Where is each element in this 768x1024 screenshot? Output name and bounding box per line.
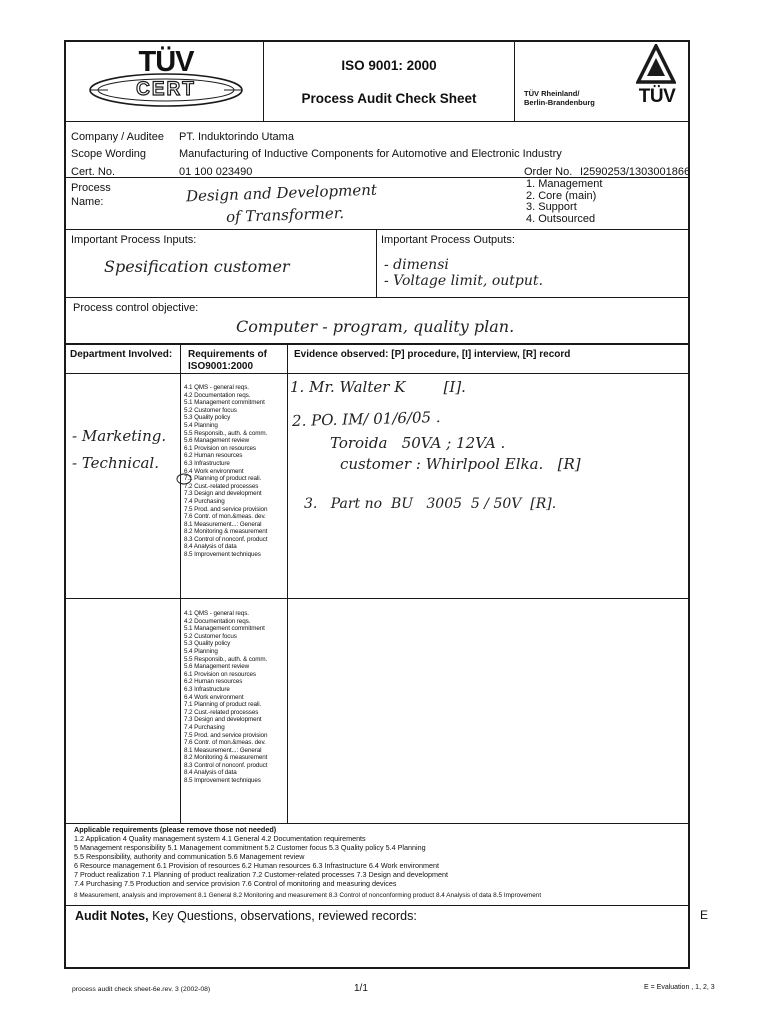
footer-doc-ref: process audit check sheet-6e.rev. 3 (2002-08) [72, 986, 211, 993]
audit-notes-title [75, 909, 417, 923]
logo-cert-text: CERT [136, 79, 196, 100]
triangle-icon [636, 44, 676, 86]
requirement-item: 7.2 Cust.-related processes [184, 708, 259, 716]
requirement-item: 7.3 Design and development [184, 490, 262, 498]
logo-tuv-text: TÜV [138, 46, 194, 78]
inputs-label: Important Process Inputs: [71, 234, 197, 246]
applicable-line: 5 Management responsibility 5.1 Management commitment 5.2 Customer focus 5.3 Quality policy 5.4 Planning [74, 843, 426, 852]
requirement-item: 8.5 Improvement techniques [184, 551, 261, 559]
applicable-line: 1.2 Application 4 Quality management system 4.1 General 4.2 Documentation requirements [74, 834, 366, 843]
requirement-item: 8.3 Control of nonconf. product [184, 535, 268, 543]
requirement-item: 5.5 Responsib., auth. & comm. [184, 429, 268, 437]
requirement-item: 7.4 Purchasing [184, 723, 225, 731]
requirement-item: 4.2 Documentation reqs. [184, 617, 251, 625]
inputs-handwritten: Spesification customer [104, 257, 290, 276]
evidence-handwritten-4: customer : Whirlpool Elka. [R] [340, 455, 581, 473]
requirement-item: 8.3 Control of nonconf. product [184, 761, 268, 769]
footer-page-number: 1/1 [354, 983, 368, 994]
scope-label: Scope Wording [71, 148, 147, 160]
process-type-item: 3. Support [526, 201, 577, 213]
requirement-item: 5.1 Management commitment [184, 399, 265, 407]
process-type-item: 1. Management [526, 178, 603, 190]
applicable-line: 6 Resource management 6.1 Provision of resources 6.2 Human resources 6.3 Infrastructure 6.4 Work environment [74, 861, 440, 870]
process-label-2: Name: [71, 196, 104, 208]
requirements-list [184, 610, 267, 785]
requirement-item: 6.1 Provision on resources [184, 670, 256, 678]
requirement-item: 7.3 Design and development [184, 716, 262, 724]
requirement-item: 7.6 Contr. of mon.&meas. dev. [184, 513, 266, 521]
scope-value: Manufacturing of Inductive Components for Automotive and Electronic Industry [179, 148, 562, 160]
evidence-handwritten-3: Toroida 50VA ; 12VA . [330, 434, 506, 452]
process-type-list [526, 179, 602, 225]
footer-evaluation-legend: E = Evaluation , 1, 2, 3 [644, 984, 715, 991]
applicable-line: 7.4 Purchasing 7.5 Production and service provision 7.6 Control of monitoring and measuring devices [74, 879, 397, 888]
requirement-item: 5.3 Quality policy [184, 640, 231, 648]
order-label: Order No. [524, 166, 573, 178]
order-value: I2590253/1303001866 [580, 166, 691, 178]
audit-notes-rest: Key Questions, observations, reviewed records: [152, 909, 417, 923]
control-objective-handwritten: Computer - program, quality plan. [236, 317, 515, 336]
standard-title: ISO 9001: 2000 [341, 58, 437, 73]
requirement-item: 4.1 QMS - general reqs. [184, 610, 249, 617]
requirement-item: 8.2 Monitoring & measurement [184, 528, 268, 536]
requirement-item: 5.1 Management commitment [184, 625, 265, 633]
requirements-header-2: ISO9001:2000 [188, 361, 254, 372]
org-line-2: Berlin-Brandenburg [524, 98, 595, 107]
requirement-item: 5.6 Management review [184, 663, 250, 671]
evidence-header: Evidence observed: [P] procedure, [I] interview, [R] record [294, 349, 571, 360]
process-name-handwritten-2: of Transformer. [225, 203, 345, 227]
requirement-item: 8.5 Improvement techniques [184, 777, 261, 785]
org-line-1: TÜV Rheinland/ [524, 89, 580, 98]
company-label: Company / Auditee [71, 131, 164, 143]
requirement-item: 6.2 Human resources [184, 452, 243, 460]
requirement-item: 8.1 Measurement...: General [184, 746, 262, 754]
requirement-item: 5.3 Quality policy [184, 414, 231, 422]
requirement-item: 5.4 Planning [184, 647, 218, 655]
requirement-item: 7.5 Prod. and service provision [184, 505, 268, 513]
requirement-item: 8.1 Measurement...: General [184, 520, 262, 528]
requirement-item: 6.3 Infrastructure [184, 685, 230, 693]
applicable-line: 7 Product realization 7.1 Planning of product realization 7.2 Customer-related processes 7.3 Design and development [74, 870, 448, 879]
process-type-item: 2. Core (main) [526, 189, 597, 202]
requirement-item: 7.6 Contr. of mon.&meas. dev. [184, 739, 266, 747]
requirements-header-1: Requirements of [188, 349, 267, 360]
evidence-handwritten-2: 2. PO. IM/ 01/6/05 . [291, 408, 441, 430]
cert-value: 01 100 023490 [179, 166, 253, 178]
requirement-item: 6.3 Infrastructure [184, 459, 230, 467]
outputs-label: Important Process Outputs: [381, 234, 515, 246]
requirement-item: 6.4 Work environment [184, 693, 244, 701]
control-objective-label: Process control objective: [73, 302, 199, 314]
requirement-item: 8.4 Analysis of data [184, 543, 237, 551]
requirement-item: 5.2 Customer focus [184, 406, 237, 414]
requirement-item: 6.1 Provision on resources [184, 444, 256, 452]
requirement-item: 8.2 Monitoring & measurement [184, 754, 268, 762]
outputs-handwritten-2: - Voltage limit, output. [384, 273, 543, 289]
outputs-handwritten-1: - dimensi [384, 257, 449, 273]
tuv-mark: TÜV [638, 86, 676, 107]
requirement-item: 4.1 QMS - general reqs. [184, 384, 249, 391]
evaluation-column-label: E [700, 908, 709, 922]
department-header: Department Involved: [70, 349, 173, 360]
requirement-item: 7.1 Planning of product reali. [184, 475, 262, 483]
requirement-item: 7.5 Prod. and service provision [184, 731, 268, 739]
applicable-line: 5.5 Responsibility, authority and communication 5.6 Management review [74, 852, 305, 861]
sheet-title: Process Audit Check Sheet [301, 91, 477, 106]
requirement-item: 7.4 Purchasing [184, 497, 225, 505]
evidence-handwritten-5: 3. Part no BU 3005 5 / 50V [R]. [304, 496, 557, 512]
process-type-item: 4. Outsourced [526, 212, 596, 225]
process-name-handwritten-1: Design and Development [185, 180, 378, 206]
requirement-item: 4.2 Documentation reqs. [184, 391, 251, 399]
requirement-item: 8.4 Analysis of data [184, 769, 237, 777]
requirements-list [184, 384, 267, 559]
requirement-item: 5.6 Management review [184, 437, 250, 445]
requirement-item: 5.4 Planning [184, 421, 218, 429]
requirement-item: 7.2 Cust.-related processes [184, 482, 259, 490]
department-handwritten-1: - Marketing. [72, 427, 167, 445]
company-value: PT. Induktorindo Utama [179, 131, 294, 143]
circle-mark-icon [176, 473, 192, 485]
audit-notes-bold: Audit Notes, [75, 909, 149, 923]
requirement-item: 6.4 Work environment [184, 467, 244, 475]
applicable-line: 8 Measurement, analysis and improvement 8.1 General 8.2 Monitoring and measurement 8.3 Control of nonconforming product 8.4 Analysis of data 8.5 Improvement [74, 892, 542, 899]
requirement-item: 5.5 Responsib., auth. & comm. [184, 655, 268, 663]
evidence-handwritten-1: 1. Mr. Walter K [I]. [290, 378, 466, 396]
requirement-item: 5.2 Customer focus [184, 632, 237, 640]
requirement-item: 7.1 Planning of product reali. [184, 701, 262, 709]
requirement-item: 6.2 Human resources [184, 678, 243, 686]
process-label-1: Process [71, 182, 111, 194]
applicable-title: Applicable requirements (please remove those not needed) [74, 825, 277, 834]
cert-label: Cert. No. [71, 166, 116, 178]
department-handwritten-2: - Technical. [72, 454, 159, 472]
